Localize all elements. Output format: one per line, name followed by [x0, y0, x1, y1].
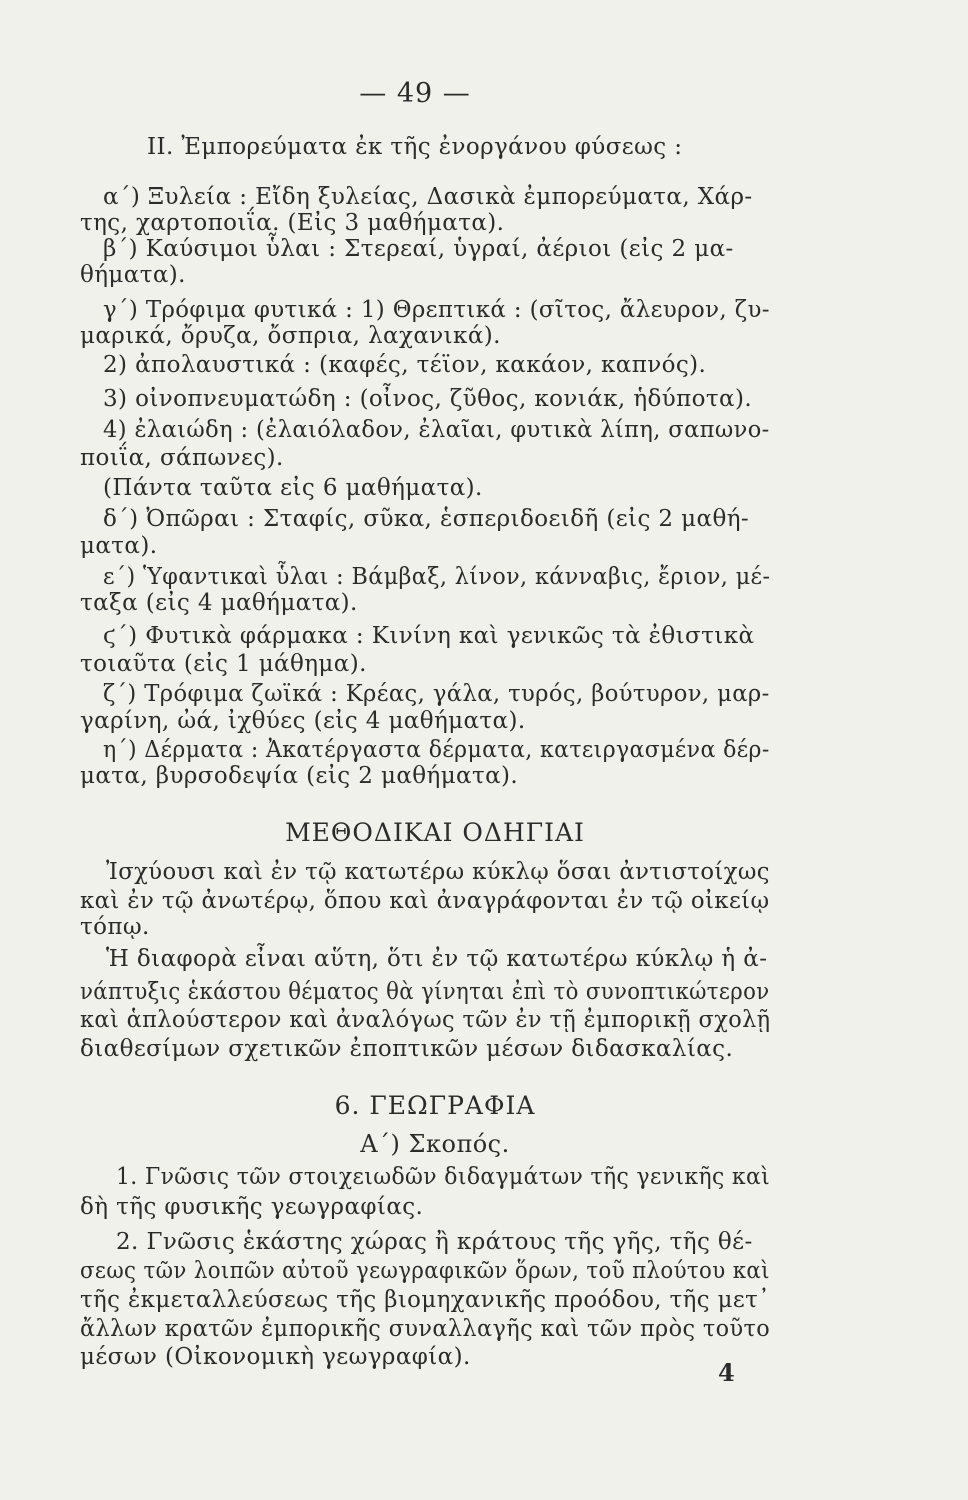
signature-mark: 4	[718, 1358, 735, 1387]
text-line: μαρικά, ὄρυζα, ὄσπρια, λαχανικά).	[80, 323, 501, 349]
text-line: δ΄) Ὀπῶραι : Σταφίς, σῦκα, ἑσπεριδοειδῆ (εἰς 2 μαθή-	[103, 506, 750, 532]
text-line: γ΄) Τρόφιμα φυτικά : 1) Θρεπτικά : (σῖτος, ἄλευρον, ζυ-	[103, 297, 770, 323]
text-line: τόπῳ.	[80, 914, 150, 940]
text-line: Ἡ διαφορὰ εἶναι αὕτη, ὅτι ἐν τῷ κατωτέρω κύκλῳ ἡ ἀ-	[106, 946, 768, 972]
text-line: ϛ΄) Φυτικὰ φάρμακα : Κινίνη καὶ γενικῶς τὰ ἐθιστικὰ	[103, 623, 755, 649]
text-line: καὶ ἐν τῷ ἀνωτέρῳ, ὅπου καὶ ἀναγράφονται ἐν τῷ οἰκείῳ	[80, 888, 770, 914]
text-line: καὶ ἁπλούστερον καὶ ἀναλόγως τῶν ἐν τῇ ἐμπορικῇ σχολῇ	[80, 1007, 771, 1033]
text-line: 2. Γνῶσις ἑκάστης χώρας ἢ κράτους τῆς γῆς, τῆς θέ-	[116, 1229, 753, 1255]
text-line: ἄλλων κρατῶν ἐμπορικῆς συναλλαγῆς καὶ τῶν πρὸς τοῦτο	[80, 1316, 771, 1342]
text-line: ποιΐα, σάπωνες).	[80, 445, 284, 471]
text-line: (Πάντα ταῦτα εἰς 6 μαθήματα).	[103, 475, 483, 501]
text-line: 2) ἀπολαυστικά : (καφές, τέϊον, κακάον, καπνός).	[103, 352, 707, 378]
text-line: ταξα (εἰς 4 μαθήματα).	[80, 590, 358, 616]
text-line: τῆς ἐκμεταλλεύσεως τῆς βιομηχανικῆς προόδου, τῆς μετ᾿	[80, 1287, 771, 1313]
geography-heading: 6. ΓΕΩΓΡΑΦΙΑ	[334, 1091, 536, 1120]
text-line: β΄) Καύσιμοι ὗλαι : Στερεαί, ὑγραί, ἀέριοι (εἰς 2 μα-	[103, 236, 734, 262]
text-line: θήματα).	[80, 262, 186, 288]
text-line: σεως τῶν λοιπῶν αὐτοῦ γεωγραφικῶν ὅρων, τοῦ πλούτου καὶ	[80, 1258, 770, 1284]
text-line: α΄) Ξυλεία : Εἴδη ξυλείας, Δασικὰ ἐμπορεύματα, Χάρ-	[103, 184, 753, 210]
section-title: II. Ἐμπορεύματα ἐκ τῆς ἐνοργάνου φύσεως :	[147, 134, 683, 160]
text-line: νάπτυξις ἑκάστου θέματος θὰ γίνηται ἐπὶ τὸ συνοπτικώτερον	[80, 979, 770, 1005]
text-line: ε΄) Ὑφαντικαὶ ὗλαι : Βάμβαξ, λίνον, κάνναβις, ἔριον, μέ-	[103, 564, 771, 590]
text-line: 4) ἐλαιώδη : (ἐλαιόλαδον, ἐλαῖαι, φυτικὰ λίπη, σαπωνο-	[103, 417, 770, 443]
methods-heading: ΜΕΘΟΔΙΚΑΙ ΟΔΗΓΙΑΙ	[285, 818, 585, 847]
text-line: δὴ τῆς φυσικῆς γεωγραφίας.	[80, 1194, 424, 1220]
text-line: γαρίνη, ὠά, ἰχθύες (εἰς 4 μαθήματα).	[80, 708, 526, 734]
text-line: της, χαρτοποιΐα. (Εἰς 3 μαθήματα).	[80, 210, 505, 236]
text-line: τοιαῦτα (εἰς 1 μάθημα).	[80, 651, 367, 677]
text-line: μέσων (Οἰκονομικὴ γεωγραφία).	[80, 1344, 471, 1370]
text-line: ζ΄) Τρόφιμα ζωϊκά : Κρέας, γάλα, τυρός, βούτυρον, μαρ-	[103, 681, 770, 707]
text-line: Ἰσχύουσι καὶ ἐν τῷ κατωτέρω κύκλῳ ὅσαι ἀντιστοίχως	[106, 859, 770, 885]
geography-subheading: Α΄) Σκοπός.	[360, 1130, 510, 1158]
text-line: 1. Γνῶσις τῶν στοιχειωδῶν διδαγμάτων τῆς γενικῆς καὶ	[116, 1164, 771, 1190]
text-line: 3) οἰνοπνευματώδη : (οἶνος, ζῦθος, κονιάκ, ἡδύποτα).	[103, 386, 753, 412]
text-line: ματα).	[80, 533, 158, 559]
text-line: διαθεσίμων σχετικῶν ἐποπτικῶν μέσων διδασκαλίας.	[80, 1036, 734, 1062]
page-number: — 49 —	[359, 78, 471, 109]
text-line: ματα, βυρσοδεψία (εἰς 2 μαθήματα).	[80, 763, 519, 789]
text-line: η΄) Δέρματα : Ἀκατέργαστα δέρματα, κατειργασμένα δέρ-	[103, 737, 770, 763]
